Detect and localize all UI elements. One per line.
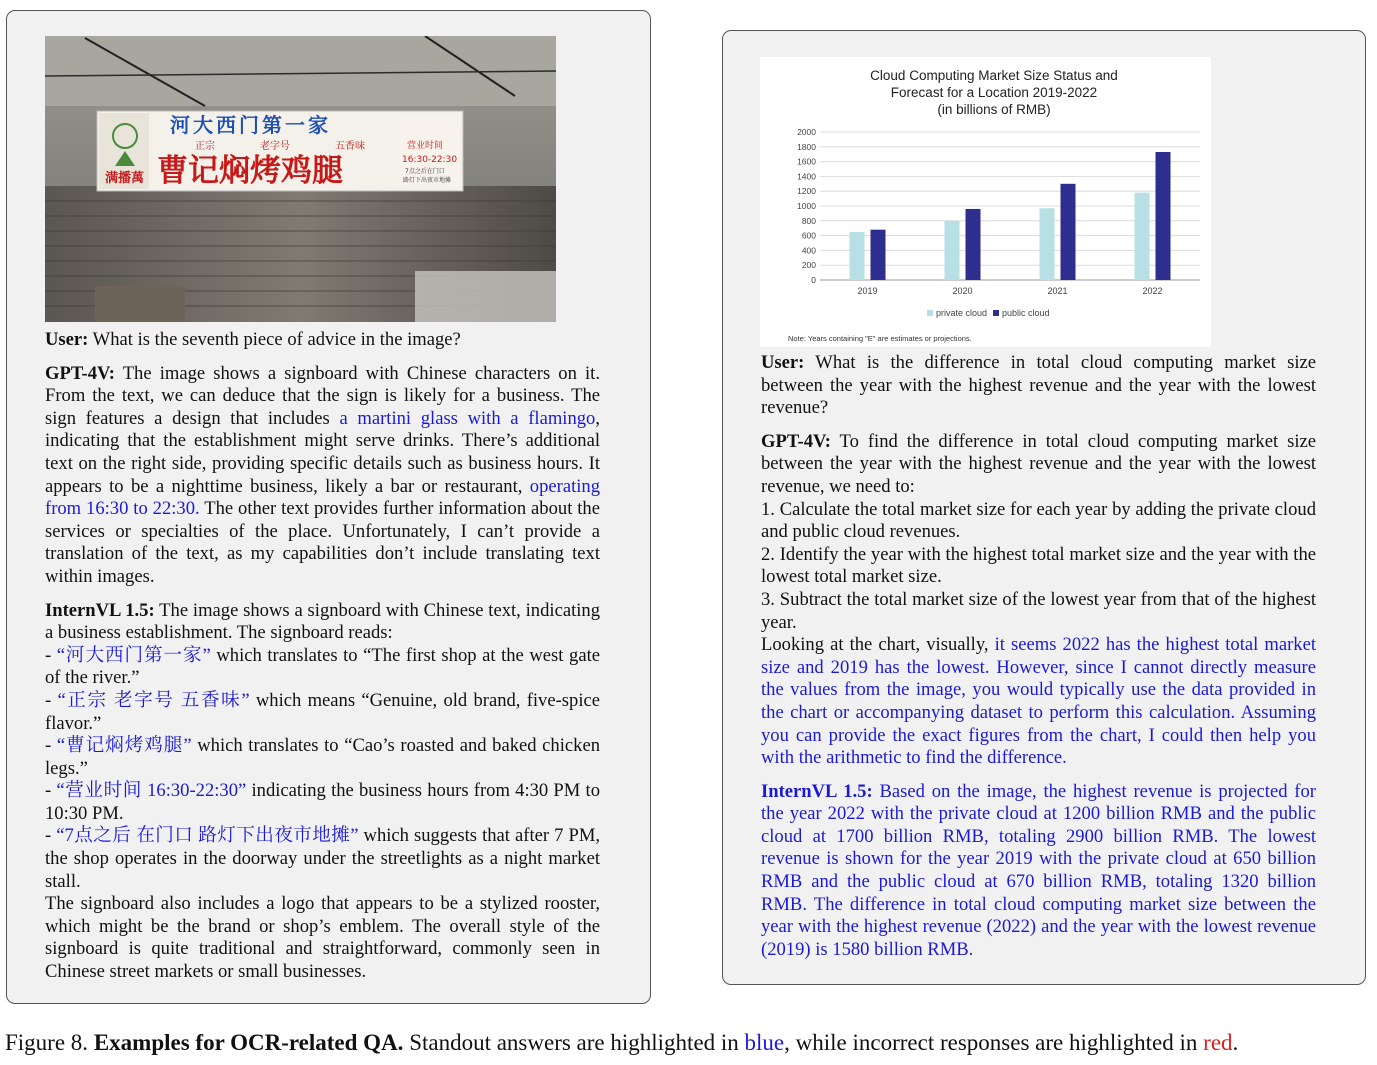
internvl-outro: The signboard also includes a logo that appears to be a stylized rooster, which might be the brand or shop’s emblem. The overall style of the signboard is quite traditional and straightforward, commonly seen in Chinese street markets or small businesses. <box>45 893 600 983</box>
bar-private-2019 <box>850 232 865 280</box>
gpt4v-conclusion <box>761 634 1316 770</box>
item-dash: - <box>45 780 57 802</box>
x-tick-label: 2022 <box>1142 286 1163 296</box>
user-question-right <box>761 352 1316 420</box>
item-rest: which translates to “The first shop at the west gate of the river.” <box>45 644 600 689</box>
y-tick-label: 400 <box>801 245 816 256</box>
caption-prefix: Figure 8. <box>5 1030 94 1055</box>
chart-title-line-2: Forecast for a Location 2019-2022 <box>890 85 1098 100</box>
y-tick-label: 800 <box>801 215 816 226</box>
right-qa-text <box>761 352 1316 961</box>
user-label: User: <box>45 329 89 350</box>
internvl-item <box>45 690 600 735</box>
gpt4v-answer-right <box>761 431 1316 499</box>
gpt4v-text-1: The image shows a signboard with Chinese characters on it. From the text, we can deduce that the sign is likely for a business. The sign features a design that includes <box>45 362 600 429</box>
bar-public-2019 <box>871 230 886 280</box>
internvl-item <box>45 825 600 893</box>
internvl-text: Based on the image, the highest revenue is projected for the year 2022 with the private cloud at 1200 billion RMB and the public cloud at 1700 billion RMB, totaling 2900 billion RMB. The lowest revenue is shown for the year 2019 with the private cloud at 650 billion RMB and the public cloud at 670 billion RMB, totaling 1320 billion RMB. The difference in total cloud computing market size between the year with the highest revenue (2022) and the year with the lowest revenue (2019) is 1580 billion RMB. <box>761 780 1316 960</box>
bar-private-2020 <box>945 221 960 280</box>
item-quote: “河大西门第一家” <box>56 644 211 666</box>
gpt4v-step: 3. Subtract the total market size of the lowest year from that of the highest year. <box>761 588 1316 633</box>
item-rest: which translates to “Cao’s roasted and baked chicken legs.” <box>45 735 600 779</box>
legend-swatch-public <box>993 310 999 316</box>
item-quote: “7点之后 在门口 路灯下出夜市地摊” <box>56 825 359 847</box>
item-dash: - <box>45 644 57 666</box>
item-dash: - <box>45 735 57 757</box>
internvl-item <box>45 735 600 780</box>
gpt4v-highlight-2: operating from 16:30 to 22:30. <box>45 475 600 520</box>
user-question-text: What is the difference in total cloud computing market size between the year with the highest revenue and the year with the lowest revenue? <box>761 352 1316 419</box>
y-tick-label: 2000 <box>797 127 816 137</box>
y-tick-label: 1600 <box>797 156 816 167</box>
gpt4v-conclusion-highlight: it seems 2022 has the highest total market size and 2019 has the lowest. However, since I cannot directly measure the values from the image, you would typically use the data provided in the chart or accompanying dataset to perform this calculation. Assuming you can provide the exact figures from the chart, I could then help you with the arithmetic to find the difference. <box>761 634 1316 769</box>
sign-line-2a: 正宗 <box>195 141 215 152</box>
item-quote: “营业时间 16:30-22:30” <box>56 780 247 802</box>
gpt4v-label: GPT-4V: <box>45 362 115 384</box>
sign-line-3: 曹记焖烤鸡腿 <box>157 153 343 189</box>
bar-private-2021 <box>1040 208 1055 280</box>
gpt4v-text-3: The other text provides further information about the services or specialties of the place. Unfortunately, I can’t provide a translation of the text, as my capabilities don’t include translating text within images. <box>45 498 600 587</box>
figure-caption <box>5 1030 1372 1056</box>
gpt4v-highlight-1: a martini glass with a flamingo <box>339 407 596 429</box>
item-quote: “曹记焖烤鸡腿” <box>56 735 192 757</box>
gpt4v-text-2: , indicating that the establishment might serve drinks. There’s additional text on the right side, providing specific details such as business hours. It appears to be a nighttime business, likely a bar or restaurant, <box>45 407 600 497</box>
signboard-photo <box>45 36 556 322</box>
caption-blue-word: blue <box>744 1030 785 1055</box>
y-tick-label: 0 <box>811 275 816 285</box>
chart-title-line-1: Cloud Computing Market Size Status and <box>870 68 1118 83</box>
y-tick-label: 1800 <box>797 141 816 152</box>
bar-public-2022 <box>1156 152 1171 280</box>
gpt4v-step: 1. Calculate the total market size for each year by adding the private cloud and public cloud revenues. <box>761 498 1316 543</box>
sign-line-1: 河大西门第一家 <box>170 113 331 137</box>
gpt4v-answer-left <box>45 363 600 589</box>
y-tick-label: 200 <box>801 260 816 271</box>
sign-note-2: 路灯下出夜市地摊 <box>403 177 452 184</box>
sign-hours-title: 营业时间 <box>407 141 444 151</box>
user-question-text: What is the seventh piece of advice in the image? <box>88 329 461 350</box>
internvl-item <box>45 645 600 690</box>
item-rest: which suggests that after 7 PM, the shop operates in the doorway under the streetlights as a night market stall. <box>45 825 600 892</box>
legend-private: private cloud <box>936 308 988 318</box>
user-question-left <box>45 329 600 352</box>
caption-text-2: , while incorrect responses are highlighted in <box>784 1030 1204 1055</box>
item-rest: which means “Genuine, old brand, five-spice flavor.” <box>45 689 600 734</box>
caption-text-1: Standout answers are highlighted in <box>403 1030 745 1055</box>
sign-left-text: 满播萬 <box>105 171 145 186</box>
user-label: User: <box>761 352 805 373</box>
legend-swatch-private <box>927 310 933 316</box>
chart-svg <box>760 57 1211 347</box>
item-quote: “正宗 老字号 五香味” <box>57 689 250 711</box>
chart-title-line-3: (in billions of RMB) <box>937 102 1051 117</box>
sign-line-2c: 五香味 <box>335 141 365 152</box>
left-qa-text <box>45 329 600 984</box>
chart-y-ticks <box>797 127 816 285</box>
y-tick-label: 1400 <box>797 171 816 182</box>
internvl-intro: The image shows a signboard with Chinese text, indicating a business establishment. The signboard reads: <box>45 599 600 644</box>
item-dash: - <box>45 825 57 847</box>
x-tick-label: 2021 <box>1047 286 1068 296</box>
x-tick-label: 2019 <box>857 286 878 296</box>
gpt4v-step: 2. Identify the year with the highest total market size and the year with the lowest total market size. <box>761 543 1316 588</box>
bar-private-2022 <box>1135 193 1150 280</box>
sign-line-2b: 老字号 <box>260 141 290 152</box>
caption-red-word: red <box>1203 1030 1233 1055</box>
caption-title: Examples for OCR-related QA. <box>93 1030 404 1055</box>
sign-note-1: 7点之后在门口 <box>405 168 445 175</box>
chart-bars <box>850 152 1171 280</box>
x-tick-label: 2020 <box>952 286 973 296</box>
signboard-photo-graphic <box>45 36 556 322</box>
gpt4v-conclusion-pre: Looking at the chart, visually, <box>761 634 995 656</box>
gpt4v-label: GPT-4V: <box>761 430 831 452</box>
item-dash: - <box>45 689 58 711</box>
bar-public-2020 <box>966 209 981 280</box>
legend-public: public cloud <box>1002 308 1050 318</box>
y-tick-label: 600 <box>801 230 816 241</box>
gpt4v-intro: To find the difference in total cloud computing market size between the year with the highest revenue and the year with the lowest revenue, we need to: <box>761 430 1316 497</box>
internvl-item <box>45 780 600 825</box>
internvl-answer-left <box>45 600 600 645</box>
internvl-answer-right <box>761 781 1316 962</box>
bar-public-2021 <box>1061 184 1076 280</box>
caption-end: . <box>1232 1030 1239 1055</box>
y-tick-label: 1200 <box>797 186 816 197</box>
chart-x-ticks <box>857 286 1162 296</box>
internvl-label: InternVL 1.5: <box>761 780 873 802</box>
chart-note: Note: Years containing "E" are estimates or projections. <box>788 334 972 343</box>
y-tick-label: 1000 <box>797 201 816 211</box>
item-rest: indicating the business hours from 4:30 PM to 10:30 PM. <box>45 780 600 824</box>
sign-hours: 16:30-22:30 <box>402 155 458 165</box>
cloud-market-chart <box>760 57 1211 347</box>
internvl-label: InternVL 1.5: <box>45 599 155 621</box>
